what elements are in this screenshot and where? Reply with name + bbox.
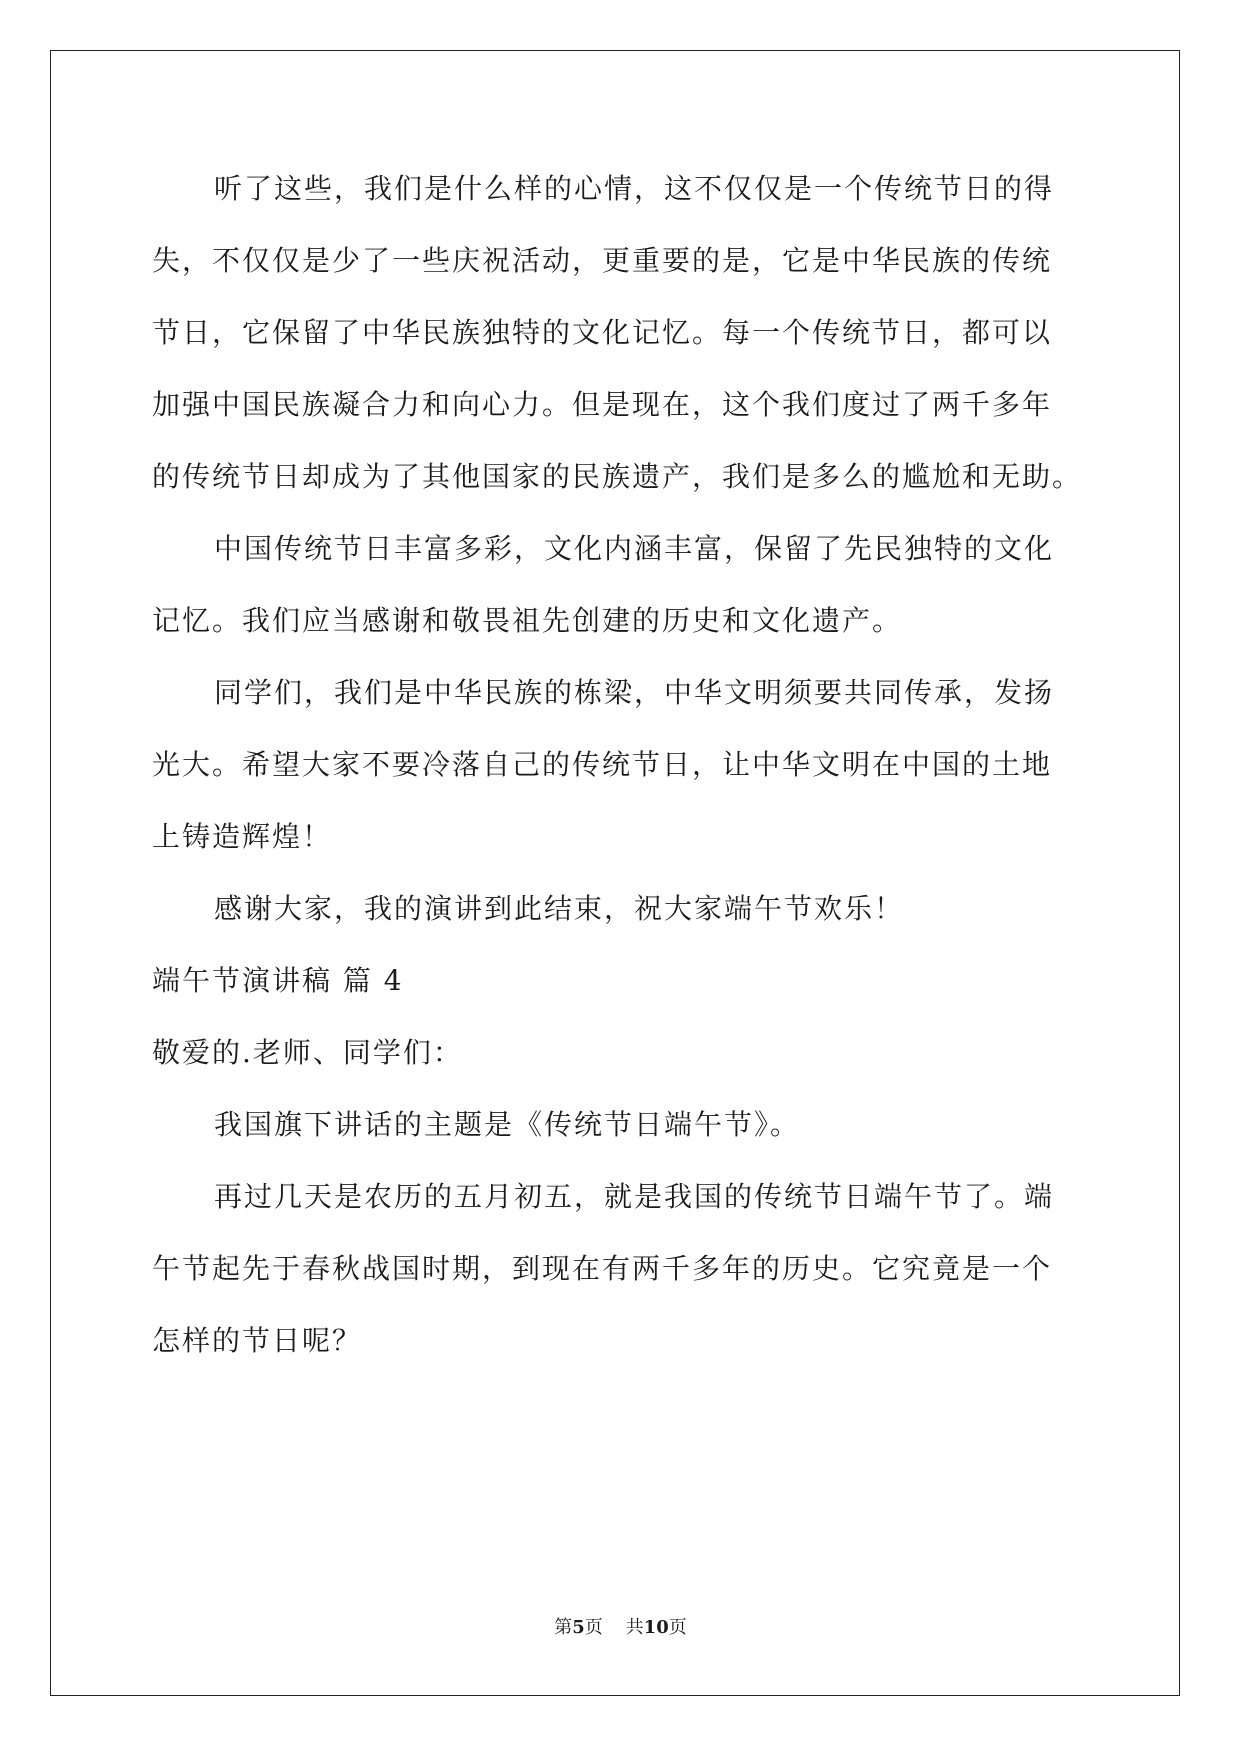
paragraph-line: 失，不仅仅是少了一些庆祝活动，更重要的是，它是中华民族的传统 [152,244,1053,277]
paragraph-line: 怎样的节日呢？ [152,1324,363,1357]
paragraph-line: 再过几天是农历的五月初五，就是我国的传统节日端午节了。端 [214,1180,1055,1213]
paragraph-line: 的传统节日却成为了其他国家的民族遗产，我们是多么的尴尬和无助。 [152,460,1083,493]
page-border [50,50,1180,1696]
footer-page-prefix: 第 [554,1617,573,1638]
paragraph-line: 加强中国民族凝合力和向心力。但是现在，这个我们度过了两千多年 [152,388,1053,421]
footer-total-prefix: 共 [625,1617,644,1638]
paragraph-line: 我国旗下讲话的主题是《传统节日端午节》。 [214,1108,801,1141]
paragraph-line: 午节起先于春秋战国时期，到现在有两千多年的历史。它究竟是一个 [152,1252,1053,1285]
paragraph-line: 感谢大家，我的演讲到此结束，祝大家端午节欢乐！ [214,892,905,925]
footer-total-unit: 页 [668,1617,687,1638]
paragraph-line: 记忆。我们应当感谢和敬畏祖先创建的历史和文化遗产。 [152,604,903,637]
footer-total-pages: 10 [643,1617,669,1638]
page-footer [0,1616,1241,1640]
section-heading: 端午节演讲稿 篇 4 [152,964,404,997]
paragraph-line: 听了这些，我们是什么样的心情，这不仅仅是一个传统节日的得 [214,172,1055,205]
salutation: 敬爱的.老师、同学们： [152,1036,463,1069]
footer-page-number: 5 [572,1617,585,1638]
paragraph-line: 节日，它保留了中华民族独特的文化记忆。每一个传统节日，都可以 [152,316,1053,349]
paragraph-line: 上铸造辉煌！ [152,820,333,853]
paragraph-line: 光大。希望大家不要冷落自己的传统节日，让中华文明在中国的土地 [152,748,1053,781]
paragraph-line: 中国传统节日丰富多彩，文化内涵丰富，保留了先民独特的文化 [214,532,1055,565]
paragraph-line: 同学们，我们是中华民族的栋梁，中华文明须要共同传承，发扬 [214,676,1055,709]
footer-page-unit: 页 [584,1617,603,1638]
